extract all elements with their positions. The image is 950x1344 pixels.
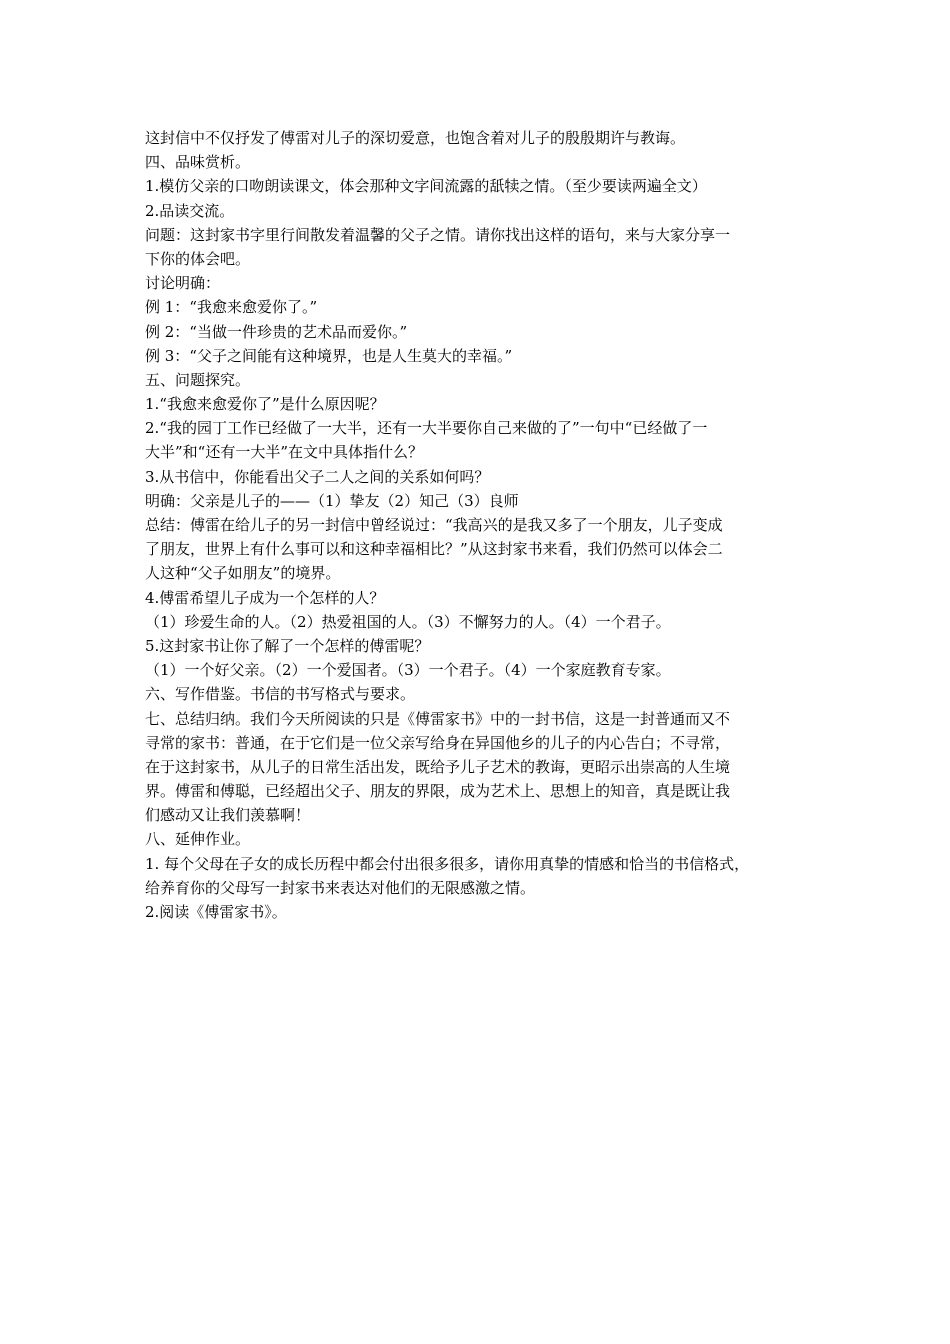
text-line: 在于这封家书，从儿子的日常生活出发，既给予儿子艺术的教诲，更昭示出崇高的人生境 — [145, 757, 731, 776]
section-heading: 七、总结归纳。我们今天所阅读的只是《傅雷家书》中的一封书信，这是一封普通而又不 — [145, 709, 731, 728]
section-heading: 四、品味赏析。 — [145, 153, 251, 172]
text-line: 明确：父亲是儿子的——（1）挚友（2）知己（3）良师 — [145, 491, 519, 510]
section-heading: 五、问题探究。 — [145, 370, 251, 389]
text-line: 2.品读交流。 — [145, 201, 235, 220]
text-line: 2.阅读《傅雷家书》。 — [145, 903, 287, 921]
text-line: 例 2：“当做一件珍贵的艺术品而爱你。” — [145, 322, 408, 341]
section-heading: 六、写作借鉴。书信的书写格式与要求。 — [145, 685, 416, 704]
text-line: 4.傅雷希望儿子成为一个怎样的人？ — [145, 588, 385, 607]
text-line: 5.这封家书让你了解了一个怎样的傅雷呢？ — [145, 636, 430, 655]
text-line: （1）一个好父亲。（2）一个爱国者。（3）一个君子。（4）一个家庭教育专家。 — [145, 661, 671, 680]
document-body — [145, 126, 810, 924]
text-line: 人这种“父子如朋友”的境界。 — [145, 564, 341, 583]
text-line: 界。傅雷和傅聪，已经超出父子、朋友的界限，成为艺术上、思想上的知音，真是既让我 — [145, 782, 731, 801]
text-line: 2.“我的园丁工作已经做了一大半，还有一大半要你自己来做的了”一句中“已经做了一 — [145, 419, 708, 438]
text-line: 3.从书信中，你能看出父子二人之间的关系如何吗？ — [145, 467, 490, 486]
text-line: 给养育你的父母写一封家书来表达对他们的无限感激之情。 — [145, 878, 536, 897]
text-line: 例 3：“父子之间能有这种境界，也是人生莫大的幸福。” — [145, 346, 513, 365]
text-line: 例 1：“我愈来愈爱你了。” — [145, 298, 318, 317]
text-line: 寻常的家书：普通，在于它们是一位父亲写给身在异国他乡的儿子的内心告白；不寻常， — [145, 733, 731, 752]
text-line: 问题：这封家书字里行间散发着温馨的父子之情。请你找出这样的语句，来与大家分享一 — [145, 225, 731, 244]
text-line: 总结：傅雷在给儿子的另一封信中曾经说过：“我高兴的是我又多了一个朋友，儿子变成 — [145, 516, 723, 534]
text-line: 们感动又让我们羡慕啊！ — [145, 806, 311, 825]
text-line: 下你的体会吧。 — [145, 249, 251, 268]
text-line: 1.模仿父亲的口吻朗读课文，体会那种文字间流露的舐犊之情。（至少要读两遍全文） — [145, 177, 707, 196]
text-line: 讨论明确： — [145, 274, 221, 293]
text-line: 大半”和“还有一大半”在文中具体指什么？ — [145, 443, 424, 462]
text-line: （1）珍爱生命的人。（2）热爱祖国的人。（3）不懈努力的人。（4）一个君子。 — [145, 612, 671, 631]
section-heading: 八、延伸作业。 — [145, 830, 251, 849]
text-line: 这封信中不仅抒发了傅雷对儿子的深切爱意，也饱含着对儿子的殷殷期许与教诲。 — [145, 129, 686, 147]
text-line: 1. 每个父母在子女的成长历程中都会付出很多很多，请你用真挚的情感和恰当的书信格式， — [145, 854, 750, 873]
text-line: 了朋友，世界上有什么事可以和这种幸福相比？”从这封家书来看，我们仍然可以体会二 — [145, 540, 723, 559]
text-line: 1.“我愈来愈爱你了”是什么原因呢？ — [145, 395, 385, 414]
